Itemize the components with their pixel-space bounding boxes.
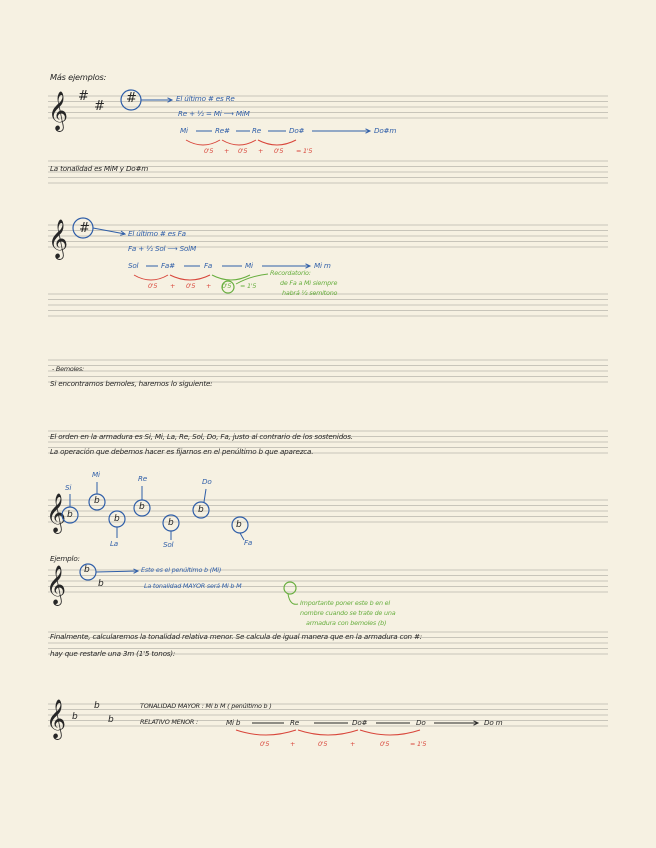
flat-icon: b <box>84 565 90 575</box>
chain-item: Do# <box>289 126 305 135</box>
arrow-line <box>93 228 125 234</box>
interval-arc <box>360 730 420 735</box>
sharp-icon: # <box>79 221 90 236</box>
note-fa-plus-half: Fa + ½ Sol ⟶ SolM <box>128 244 196 253</box>
highlight-circle <box>232 517 248 533</box>
chain-item: Fa# <box>161 261 175 270</box>
interval-arc <box>186 140 220 145</box>
treble-clef-icon: 𝄞 <box>46 493 66 533</box>
interval-arc <box>258 140 296 145</box>
important-link <box>288 594 298 604</box>
subtract-text: hay que restarle una 3m (1'5 tonos): <box>50 649 176 658</box>
order-label: Mi <box>92 470 100 479</box>
plus-sign: + <box>290 740 296 748</box>
order-label: Do <box>202 477 212 486</box>
chain-item: Do <box>416 718 426 727</box>
flats-order-text: El orden en la armadura es Si, Mi, La, Re, Sol, Do, Fa, justo al contrario de los sostenidos. <box>50 432 353 441</box>
order-label: Re <box>138 474 148 483</box>
highlight-circle <box>109 511 125 527</box>
heading-flats: - Bemoles: <box>52 365 84 373</box>
note-major-tonality: La tonalidad MAYOR será Mi b M <box>144 582 242 590</box>
flat-icon: b <box>72 712 78 722</box>
flat-icon: b <box>98 579 104 589</box>
note-re-plus-half: Re + ½ = Mi ⟶ MiM <box>178 109 250 118</box>
reminder-line: Recordatorio: <box>270 269 311 277</box>
treble-clef-icon: 𝄞 <box>46 565 66 605</box>
chain-item: Mi b <box>226 718 241 727</box>
interval-value: 0'5 <box>222 282 232 290</box>
flat-icon: b <box>94 701 100 711</box>
highlight-circle <box>73 218 93 238</box>
interval-total: = 1'5 <box>296 147 313 155</box>
chain-item: Mi <box>245 261 253 270</box>
arrow-line <box>96 571 138 572</box>
flat-icon: b <box>67 510 73 520</box>
highlight-circle <box>89 494 105 510</box>
flat-icon: b <box>94 496 100 506</box>
chain-result: Mi m <box>314 261 331 270</box>
chain-item: Re <box>290 718 300 727</box>
interval-value: 0'5 <box>204 147 214 155</box>
interval-arc <box>212 275 250 280</box>
treble-clef-icon: 𝄞 <box>48 219 68 259</box>
flat-icon: b <box>236 520 242 530</box>
flat-icon: b <box>139 502 145 512</box>
order-label: Fa <box>244 538 253 547</box>
flat-icon: b <box>168 518 174 528</box>
stem-line <box>204 489 206 502</box>
chain-item: Mi <box>180 126 188 135</box>
order-label: Sol <box>163 540 174 549</box>
plus-sign: + <box>224 147 230 155</box>
chain-item: Fa <box>204 261 213 270</box>
interval-value: 0'5 <box>260 740 270 748</box>
interval-arc <box>170 275 210 280</box>
chain-result: Do#m <box>374 126 397 135</box>
chain-item: Re <box>252 126 262 135</box>
interval-arc <box>236 730 296 735</box>
chain-item: Re# <box>215 126 230 135</box>
highlight-circle <box>62 507 78 523</box>
highlight-circle <box>121 90 141 110</box>
interval-value: 0'5 <box>238 147 248 155</box>
highlight-circle <box>80 564 96 580</box>
note-last-sharp-re: El último # es Re <box>176 94 235 103</box>
plus-sign: + <box>206 282 212 290</box>
highlight-circle <box>222 281 234 293</box>
interval-value: 0'5 <box>186 282 196 290</box>
sharp-icon: # <box>126 91 137 106</box>
important-line: Importante poner este b en el <box>300 599 390 607</box>
relative-minor-text: Finalmente, calcularemos la tonalidad relativa menor. Se calcula de igual manera que en la armadura con #: <box>50 632 423 641</box>
highlight-circle <box>193 502 209 518</box>
interval-arc <box>298 730 358 735</box>
chain-item: Do# <box>352 718 368 727</box>
flat-icon: b <box>108 715 114 725</box>
interval-value: 0'5 <box>274 147 284 155</box>
reminder-line: de Fa a Mi siempre <box>280 279 338 287</box>
major-tonality-label: TONALIDAD MAYOR : Mi b M ( penúltimo b ) <box>140 702 272 710</box>
sharp-icon: # <box>78 89 89 104</box>
note-last-sharp-fa: El último # es Fa <box>128 229 186 238</box>
sharp-icon: # <box>94 99 105 114</box>
heading-more-examples: Más ejemplos: <box>50 72 107 82</box>
plus-sign: + <box>258 147 264 155</box>
conclusion-text: La tonalidad es MiM y Do#m <box>50 164 149 173</box>
interval-arc <box>134 275 168 280</box>
order-label: La <box>110 539 119 548</box>
note-penultimate-flat: Este es el penúltimo b (Mi) <box>141 566 222 574</box>
plus-sign: + <box>350 740 356 748</box>
interval-total: = 1'5 <box>410 740 427 748</box>
plus-sign: + <box>170 282 176 290</box>
interval-total: = 1'5 <box>240 282 257 290</box>
chain-result: Do m <box>484 718 503 727</box>
flat-icon: b <box>114 514 120 524</box>
interval-value: 0'5 <box>148 282 158 290</box>
heading-example: Ejemplo: <box>50 554 80 563</box>
interval-value: 0'5 <box>380 740 390 748</box>
interval-value: 0'5 <box>318 740 328 748</box>
stem-line <box>240 533 244 540</box>
important-line: armadura con bemoles (b) <box>306 619 387 627</box>
treble-clef-icon: 𝄞 <box>48 91 68 131</box>
flats-operation-text: La operación que debemos hacer es fijarnos en el penúltimo b que aparezca. <box>50 447 314 456</box>
chain-item: Sol <box>128 261 139 270</box>
flats-intro: Si encontramos bemoles, haremos lo siguiente: <box>50 379 213 388</box>
flat-icon: b <box>198 505 204 515</box>
reminder-line: habrá ½ semitono <box>282 289 338 297</box>
highlight-circle <box>284 582 296 594</box>
treble-clef-icon: 𝄞 <box>46 699 66 739</box>
order-label: Si <box>65 483 72 492</box>
highlight-circle <box>163 515 179 531</box>
important-line: nombre cuando se trate de una <box>300 609 396 617</box>
relative-minor-label: RELATIVO MENOR : <box>140 718 198 726</box>
interval-arc <box>222 140 256 145</box>
highlight-circle <box>134 500 150 516</box>
